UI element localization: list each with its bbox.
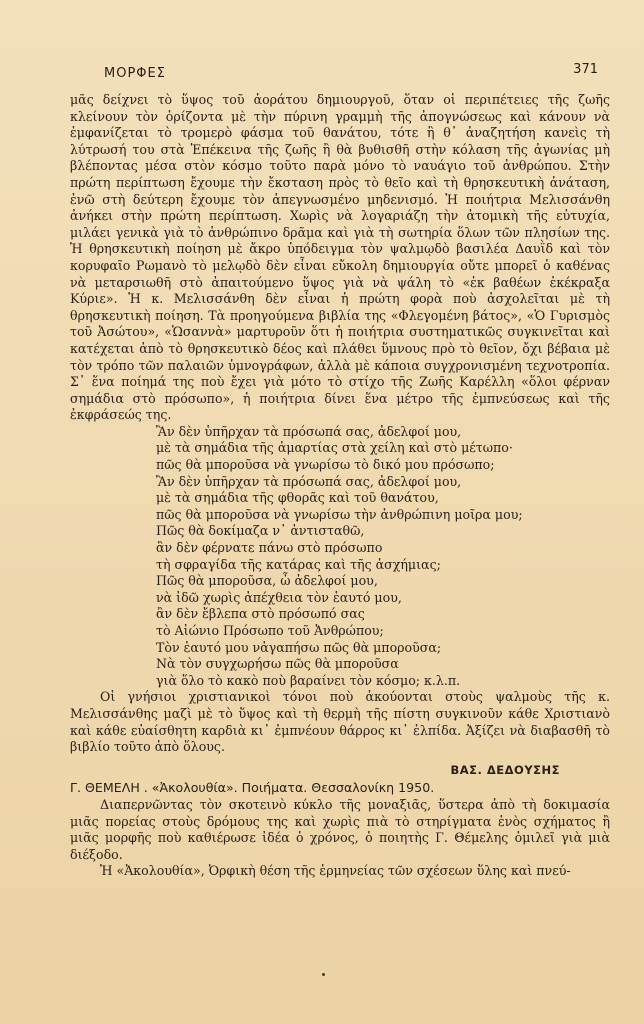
poem-line: πῶς θὰ μποροῦσα νὰ γνωρίσω τὸ δικό μου πρόσωπο;: [156, 457, 495, 473]
poem-line: Ἂν δὲν ὑπῆρχαν τὰ πρόσωπά σας, ἀδελφοί μου,: [156, 473, 462, 489]
poem-line: Πῶς θὰ δοκίμαζα ν᾽ ἀντισταθῶ,: [156, 523, 365, 539]
paragraph: Οἱ γνήσιοι χριστιανικοὶ τόνοι ποὺ ἀκούονται στοὺς ψαλμοὺς τῆς κ. Μελισσάνθης μαζὶ μὲ τὸ ὕψος καὶ τὴ θερμὴ τῆς πίστη συγκινοῦν κάθε Χριστιανὸ καὶ κάθε εὐαίσθητη καρδιὰ κι᾽ ἐμπνέουν θάρρος κι᾽ ἐλπίδα. Ἀξίζει νὰ διαβασθῆ τὸ βιβλίο τοῦτο ἀπὸ ὅλους.: [70, 689, 610, 755]
paragraph: Διαπερνῶντας τὸν σκοτεινὸ κύκλο τῆς μοναξιᾶς, ὕστερα ἀπὸ τὴ δοκιμασία μιᾶς πορείας στοὺς δρόμους της καὶ χωρὶς πιὰ τὸ στηρίγματα ἑνὸς σχήματος ἢ μιᾶς μορφῆς ποὺ καθιέρωσε ἰδέα ὁ χρόνος, ὁ ποιητὴς Γ. Θέμελης ὁμιλεῖ γιὰ μιὰ διέξοδο.: [70, 796, 610, 862]
poem-line: Τὸν ἑαυτό μου νἀγαπήσω πῶς θὰ μποροῦσα;: [156, 639, 442, 655]
paragraph: Ἡ «Ἀκολουθία», Ὀρφικὴ θέση τῆς ἑρμηνείας τῶν σχέσεων ὕλης καὶ πνεύ-: [100, 863, 571, 879]
poem-line: Πῶς θὰ μποροῦσα, ὦ ἀδελφοί μου,: [156, 573, 378, 589]
page-number: 371: [573, 62, 598, 77]
poem-line: Νὰ τὸν συγχωρήσω πῶς θὰ μποροῦσα: [156, 656, 399, 672]
poem-line: ἂν δὲν ἔβλεπα στὸ πρόσωπό σας: [156, 606, 365, 622]
poem-quote: [156, 424, 610, 690]
poem-line: μὲ τὰ σημάδια τῆς ἁμαρτίας στὰ χείλη καὶ στὸ μέτωπο·: [156, 440, 513, 456]
poem-line: ἂν δὲν φέρνατε πάνω στὸ πρόσωπο: [156, 540, 383, 556]
page-body: [70, 92, 610, 880]
review-heading: Γ. ΘΕΜΕΛΗ . «Ἀκολουθία». Ποιήματα. Θεσσαλονίκη 1950.: [70, 780, 435, 796]
page-header: [96, 62, 598, 82]
poem-line: τὸ Αἰώνιο Πρόσωπο τοῦ Ἀνθρώπου;: [156, 623, 384, 638]
poem-line: Ἂν δὲν ὑπῆρχαν τὰ πρόσωπά σας, ἀδελφοί μου,: [156, 423, 462, 439]
running-title: ΜΟΡΦΕΣ: [104, 66, 166, 81]
poem-line: γιὰ ὅλο τὸ κακὸ ποὺ βαραίνει τὸν κόσμο; κ.λ.π.: [156, 672, 461, 688]
poem-line: μὲ τὰ σημάδια τῆς φθορᾶς καὶ τοῦ θανάτου,: [156, 490, 439, 506]
ink-speck: [322, 973, 325, 976]
poem-line: τὴ σφραγίδα τῆς κατάρας καὶ τῆς ἀσχήμιας;: [156, 556, 441, 572]
poem-line: πῶς θὰ μποροῦσα νὰ γνωρίσω τὴν ἀνθρώπινη μοῖρα μου;: [156, 506, 523, 522]
paragraph: μᾶς δείχνει τὸ ὕψος τοῦ ἀοράτου δημιουργοῦ, ὅταν οἱ περιπέτειες τῆς ζωῆς κλείνουν τὸν ὁρίζοντα μὲ τὴν πύρινη γραμμὴ τῆς ἀπογνώσεως καὶ κάνουν νὰ ἐμφανίζεται τὸ τρομερὸ φάσμα τοῦ θανάτου, τότε ἢ θ᾽ ἀναζητήση κανεὶς τὴ λύτρωσή του στὰ Ἐπέκεινα τῆς ζωῆς ἢ θὰ βυθισθῆ στὴν κόλαση τῆς ἀγωνίας μὴ βλέποντας μέσα στὸν κόσμο τοῦτο παρὰ μόνο τὸ ναυάγιο τοῦ ἀνθρώπου. Στὴν πρώτη περίπτωση ἔχουμε τὴν ἔκσταση πρὸς τὸ θεῖο καὶ τὴ θρησκευτικὴ ἀνάταση, ἐνῶ στὴ δεύτερη ἔχουμε τὸν ἀπεγνωσμένο μηδενισμό. Ἡ ποιήτρια Μελισσάνθη ἀνήκει στὴν πρώτη περίπτωση. Χωρὶς νὰ λογαριάζη τὴν ἀτομικὴ τῆς εὐτυχία, μιλάει γενικὰ γιὰ τὸ ἀνθρώπινο δρᾶμα καὶ γιὰ τὴ σωτηρία ὅλων τῶν πλησίων της. Ἡ θρησκευτικὴ ποίηση μὲ ἄκρο ὑπόδειγμα τὸν ψαλμῳδὸ βασιλέα Δαυῒδ καὶ τὸν κορυφαῖο Ρωμανὸ τὸ μελῳδὸ δὲν εἶναι εὔκολη δημιουργία οὔτε μπορεῖ ὁ καθένας νὰ μεταρσιωθῆ στὸ ἀπαιτούμενο ὕψος γιὰ νὰ ψάλη τὸ «ἐκ βαθέων ἐκέκραξα Κύριε». Ἡ κ. Μελισσάνθη δὲν εἶναι ἡ πρώτη φορὰ ποὺ ἀσχολεῖται μὲ τὴ θρησκευτικὴ ποίηση. Τὰ προηγούμενα βιβλία της «Φλεγομένη βάτος», «Ὁ Γυρισμὸς τοῦ Ἀσώτου», «Ὡσαννὰ» μαρτυροῦν ὅτι ἡ ποιήτρια συστηματικῶς συγκινεῖται καὶ κατέχεται ἀπὸ τὸ θρησκευτικὸ δέος καὶ πλάθει ὕμνους πρὸ τὸ θεῖον, ὄχι βέβαια μὲ τὸν τρόπο τῶν παλαιῶν ὑμνογράφων, ἀλλὰ μὲ κάποια συγχρονισμένη τεχνοτροπία. Σ᾽ ἕνα ποίημά της ποὺ ἔχει γιὰ μότο τὸ στίχο τῆς Ζωῆς Καρέλλη «ὅλοι φέρναν σημάδια στὸ πρόσωπο», ἡ ποιήτρια δίνει ἕνα μέτρο τῆς ἐμπνεύσεως καὶ τῆς ἐκφράσεώς της.: [70, 92, 610, 423]
author-signature: ΒΑΣ. ΔΕΔΟΥΣΗΣ: [450, 762, 560, 777]
poem-line: νὰ ἰδῶ χωρὶς ἀπέχθεια τὸν ἑαυτό μου,: [156, 589, 402, 605]
